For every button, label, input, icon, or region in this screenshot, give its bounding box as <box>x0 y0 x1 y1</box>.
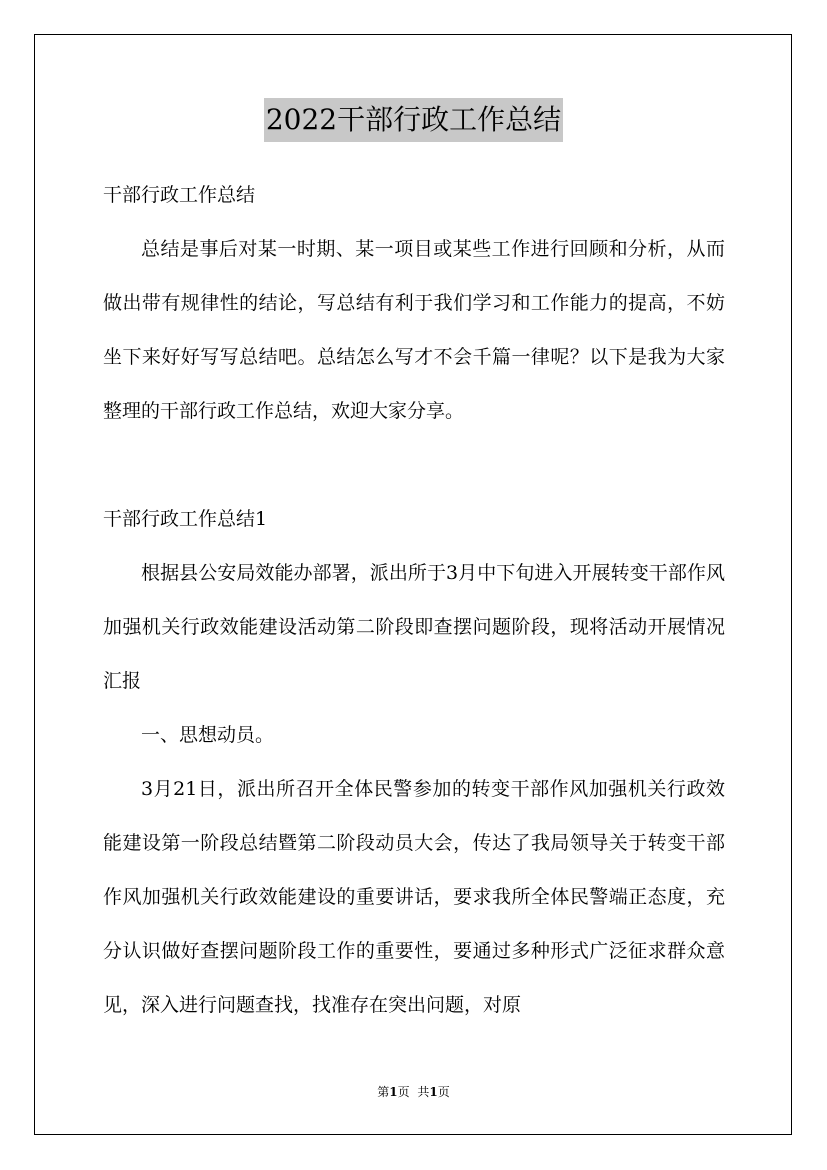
paragraph-spacer <box>103 438 725 492</box>
subheading-thought-mobilization: 一、思想动员。 <box>141 724 275 746</box>
document-title: 2022干部行政工作总结 <box>264 98 563 142</box>
footer-page-suffix: 页 <box>397 1085 410 1099</box>
footer-total-number: 1 <box>429 1085 438 1099</box>
footer-total-prefix: 共 <box>417 1085 430 1099</box>
section1-paragraph-2: 3月21日，派出所召开全体民警参加的转变干部作风加强机关行政效能建设第一阶段总结暨第二阶段动员大会，传达了我局领导关于转变干部作风加强机关行政效能建设的重要讲话，要求我所全体民警端正态度，充分认识做好查摆问题阶段工作的重要性，要通过多种形式广泛征求群众意见，深入进行问题查找，找准存在突出问题，对原 <box>103 778 725 1016</box>
footer-total-suffix: 页 <box>437 1085 450 1099</box>
section1-paragraph-1: 根据县公安局效能办部署，派出所于3月中下旬进入开展转变干部作风加强机关行政效能建设活动第二阶段即查摆问题阶段，现将活动开展情况汇报 <box>103 562 725 692</box>
footer-page-number: 1 <box>389 1085 398 1099</box>
title-container <box>0 98 827 142</box>
section-heading-1: 干部行政工作总结1 <box>103 508 268 530</box>
intro-heading: 干部行政工作总结 <box>103 184 256 206</box>
intro-paragraph: 总结是事后对某一时期、某一项目或某些工作进行回顾和分析，从而做出带有规律性的结论，写总结有利于我们学习和工作能力的提高，不妨坐下来好好写写总结吧。总结怎么写才不会千篇一律呢？以下是我为大家整理的干部行政工作总结，欢迎大家分享。 <box>103 238 725 422</box>
footer-page-prefix: 第 <box>377 1085 390 1099</box>
document-body <box>103 168 725 1032</box>
page-footer <box>0 1084 827 1100</box>
